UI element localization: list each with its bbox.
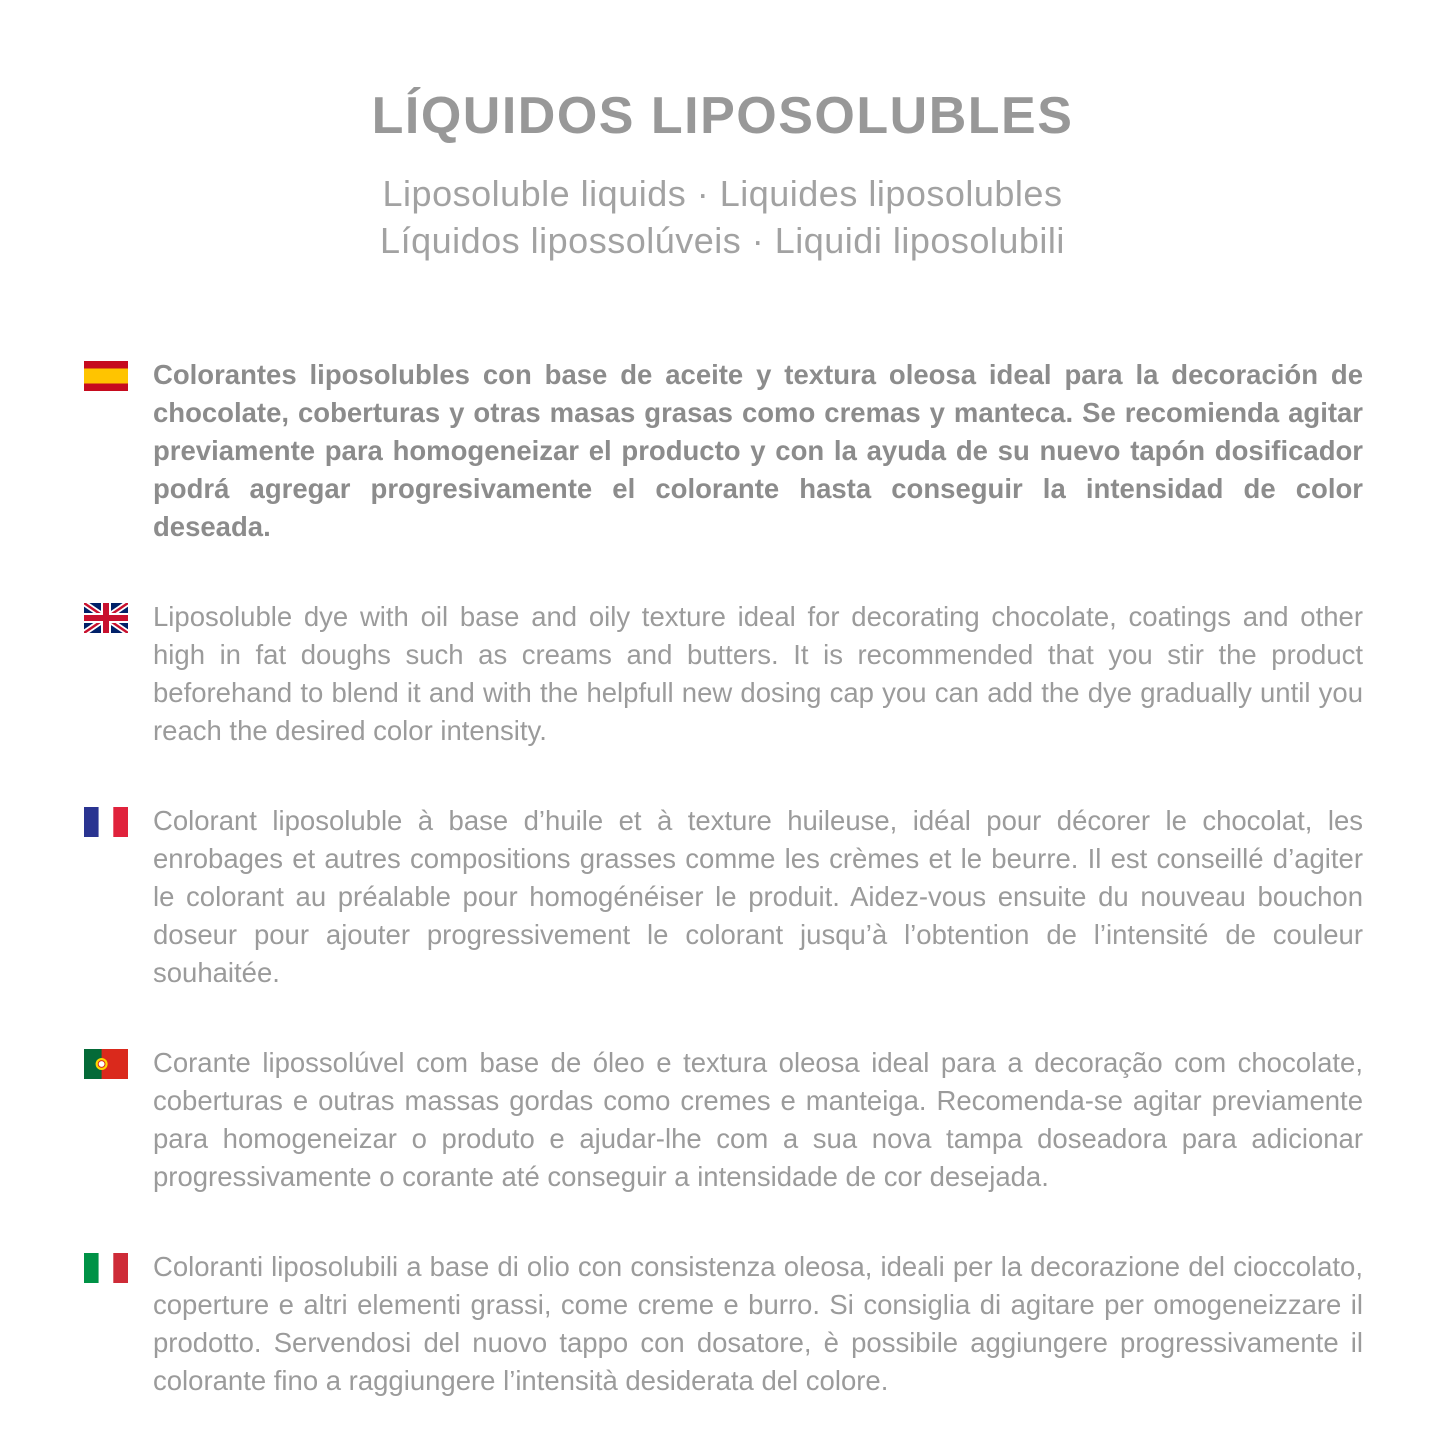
page-header (0, 0, 1445, 264)
subtitle-line-2: Líquidos lipossolúveis · Liquidi liposolubili (380, 220, 1065, 261)
section-spanish (84, 356, 1363, 546)
section-english (84, 598, 1363, 750)
paragraph-french: Colorant liposoluble à base d’huile et à texture huileuse, idéal pour décorer le chocolat, les enrobages et autres compositions grasses comme les crèmes et le beurre. Il est conseillé d’agiter le colorant au préalable pour homogénéiser le produit. Aidez-vous ensuite du nouveau bouchon doseur pour ajouter progressivement le colorant jusqu’à l’obtention de l’intensité de couleur souhaitée. (153, 805, 1363, 988)
subtitle-line-1: Liposoluble liquids · Liquides liposolubles (382, 173, 1063, 214)
france-flag-icon (84, 807, 128, 837)
italy-flag-icon (84, 1253, 128, 1283)
language-sections (84, 356, 1363, 1400)
paragraph-english: Liposoluble dye with oil base and oily texture ideal for decorating chocolate, coatings and other high in fat doughs such as creams and butters. It is recommended that you stir the product beforehand to blend it and with the helpfull new dosing cap you can add the dye gradually until you reach the desired color intensity. (153, 601, 1363, 746)
paragraph-portuguese: Corante lipossolúvel com base de óleo e textura oleosa ideal para a decoração com chocolate, coberturas e outras massas gordas como cremes e manteiga. Recomenda-se agitar previamente para homogeneizar o produto e ajudar-lhe com a sua nova tampa doseadora para adicionar progressivamente o corante até conseguir a intensidade de cor desejada. (153, 1047, 1363, 1192)
spain-flag-icon (84, 361, 128, 391)
uk-flag-icon (84, 603, 128, 633)
paragraph-spanish: Colorantes liposolubles con base de aceite y textura oleosa ideal para la decoración de chocolate, coberturas y otras masas grasas como cremas y manteca. Se recomienda agitar previamente para homogeneizar el producto y con la ayuda de su nuevo tapón dosificador podrá agregar progresivamente el colorante hasta conseguir la intensidad de color deseada. (153, 359, 1363, 542)
section-portuguese (84, 1044, 1363, 1196)
section-italian (84, 1248, 1363, 1400)
portugal-flag-icon (84, 1049, 128, 1079)
paragraph-italian: Coloranti liposolubili a base di olio con consistenza oleosa, ideali per la decorazione del cioccolato, coperture e altri elementi grassi, come creme e burro. Si consiglia di agitare per omogeneizzare il prodotto. Servendosi del nuovo tappo con dosatore, è possibile aggiungere progressivamente il colorante fino a raggiungere l’intensità desiderata del colore. (153, 1251, 1363, 1396)
section-french (84, 802, 1363, 992)
page-subtitle (0, 170, 1445, 264)
page-title: LÍQUIDOS LIPOSOLUBLES (371, 87, 1074, 145)
